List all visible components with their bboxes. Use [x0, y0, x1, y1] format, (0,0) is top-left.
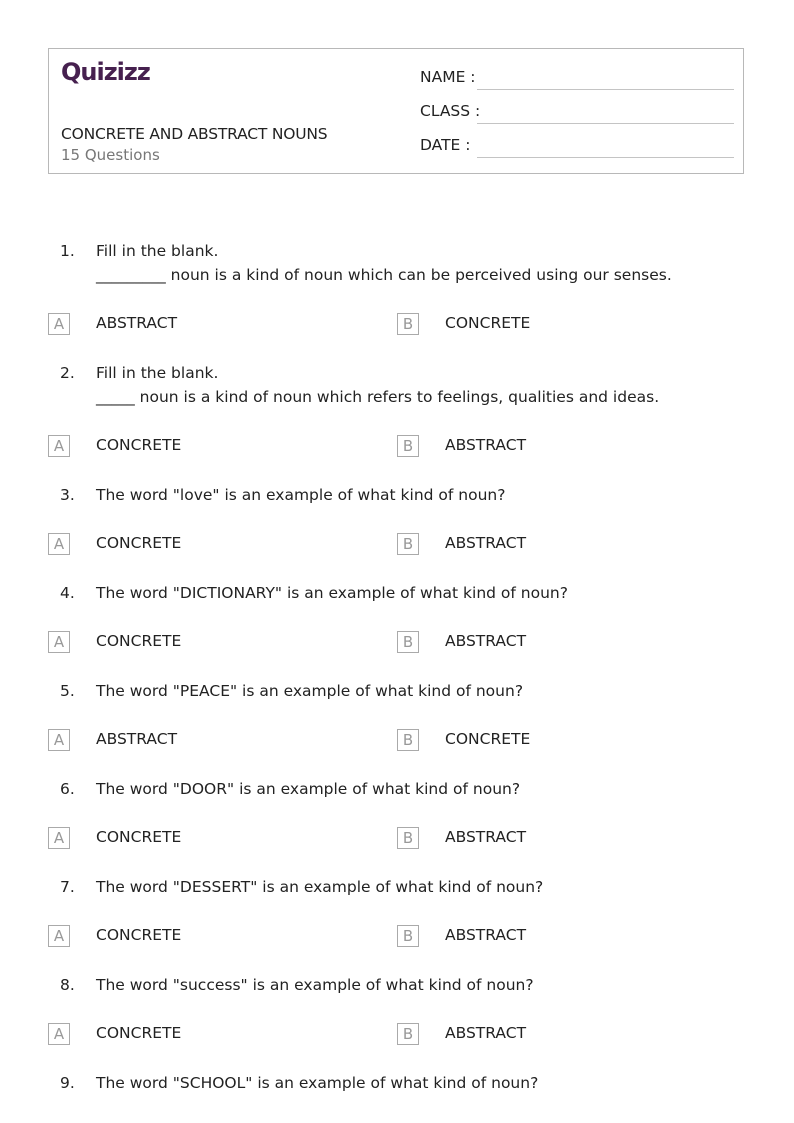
option-b-text[interactable]: ABSTRACT [445, 436, 527, 454]
option-b-text[interactable]: ABSTRACT [445, 926, 527, 944]
option-a-box[interactable]: A [48, 631, 70, 653]
question-line: The word "DESSERT" is an example of what kind of noun? [96, 878, 544, 896]
option-a-box[interactable]: A [48, 925, 70, 947]
question-line: Fill in the blank. [96, 364, 219, 382]
question-line: The word "PEACE" is an example of what kind of noun? [96, 682, 524, 700]
quizizz-logo: Quizizz [61, 58, 150, 86]
question-line: The word "love" is an example of what kind of noun? [96, 486, 506, 504]
option-a-text[interactable]: CONCRETE [96, 534, 182, 552]
question-line: The word "SCHOOL" is an example of what kind of noun? [96, 1074, 539, 1092]
question-line: The word "success" is an example of what kind of noun? [96, 976, 534, 994]
question-text [96, 973, 736, 997]
option-a-text[interactable]: ABSTRACT [96, 314, 178, 332]
question-number: 4. [60, 584, 75, 602]
option-b-box[interactable]: B [397, 313, 419, 335]
option-a-box[interactable]: A [48, 533, 70, 555]
date-line[interactable] [477, 157, 734, 158]
option-b-text[interactable]: CONCRETE [445, 730, 531, 748]
class-field[interactable] [420, 102, 734, 124]
option-b-box[interactable]: B [397, 827, 419, 849]
option-a-box[interactable]: A [48, 435, 70, 457]
date-field[interactable] [420, 136, 734, 158]
question-text [96, 361, 736, 409]
option-b-box[interactable]: B [397, 1023, 419, 1045]
question-number: 3. [60, 486, 75, 504]
option-b-text[interactable]: CONCRETE [445, 314, 531, 332]
option-a-text[interactable]: CONCRETE [96, 1024, 182, 1042]
name-label: NAME : [420, 68, 476, 86]
option-b-text[interactable]: ABSTRACT [445, 1024, 527, 1042]
question-number: 6. [60, 780, 75, 798]
question-line: _____ noun is a kind of noun which refers to feelings, qualities and ideas. [96, 388, 660, 406]
option-a-text[interactable]: CONCRETE [96, 436, 182, 454]
option-b-box[interactable]: B [397, 631, 419, 653]
option-b-text[interactable]: ABSTRACT [445, 534, 527, 552]
question-count: 15 Questions [61, 146, 160, 164]
worksheet-header [48, 48, 744, 174]
question-number: 9. [60, 1074, 75, 1092]
question-line: _________ noun is a kind of noun which can be perceived using our senses. [96, 266, 672, 284]
option-a-text[interactable]: CONCRETE [96, 828, 182, 846]
option-a-box[interactable]: A [48, 1023, 70, 1045]
option-a-text[interactable]: CONCRETE [96, 632, 182, 650]
question-text [96, 483, 736, 507]
date-label: DATE : [420, 136, 471, 154]
question-line: The word "DOOR" is an example of what kind of noun? [96, 780, 521, 798]
question-number: 5. [60, 682, 75, 700]
question-number: 8. [60, 976, 75, 994]
question-text [96, 679, 736, 703]
option-a-text[interactable]: CONCRETE [96, 926, 182, 944]
question-number: 2. [60, 364, 75, 382]
question-number: 1. [60, 242, 75, 260]
option-b-box[interactable]: B [397, 729, 419, 751]
option-b-box[interactable]: B [397, 925, 419, 947]
option-b-box[interactable]: B [397, 533, 419, 555]
question-text [96, 875, 736, 899]
question-text [96, 239, 736, 287]
option-b-box[interactable]: B [397, 435, 419, 457]
option-b-text[interactable]: ABSTRACT [445, 828, 527, 846]
option-b-text[interactable]: ABSTRACT [445, 632, 527, 650]
name-line[interactable] [477, 89, 734, 90]
option-a-box[interactable]: A [48, 313, 70, 335]
question-number: 7. [60, 878, 75, 896]
class-label: CLASS : [420, 102, 481, 120]
question-line: The word "DICTIONARY" is an example of what kind of noun? [96, 584, 568, 602]
worksheet-title: CONCRETE AND ABSTRACT NOUNS [61, 125, 328, 143]
name-field[interactable] [420, 68, 734, 90]
question-line: Fill in the blank. [96, 242, 219, 260]
question-text [96, 581, 736, 605]
question-text [96, 1071, 736, 1095]
question-text [96, 777, 736, 801]
class-line[interactable] [477, 123, 734, 124]
option-a-text[interactable]: ABSTRACT [96, 730, 178, 748]
option-a-box[interactable]: A [48, 729, 70, 751]
option-a-box[interactable]: A [48, 827, 70, 849]
